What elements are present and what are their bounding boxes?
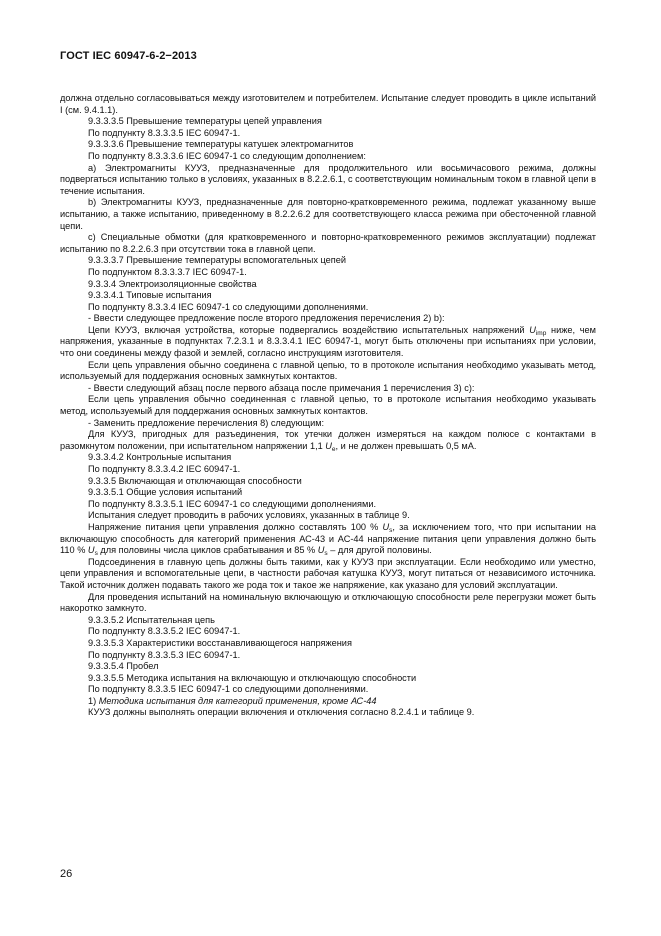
paragraph: По подпунктом 8.3.3.3.7 IEC 60947-1. <box>88 266 247 277</box>
list-item: b) Электромагниты КУУЗ, предназначенные для повторно-кратковременного режима, подлежат указанному выше испытанию, а также испытанию, приведенному в 8.2.2.6.2 для соответствующего класса режима при обесточенной главной цепи. <box>60 197 596 231</box>
voltage-subscript: e <box>331 445 336 453</box>
section-heading: 9.3.3.3.6 Превышение температуры катушек электромагнитов <box>88 139 354 150</box>
section-heading: 9.3.3.5.1 Общие условия испытаний <box>88 487 243 498</box>
amendment-instruction: - Ввести следующее предложение после второго предложения перечисления 2) b): <box>88 313 445 324</box>
paragraph: Для проведения испытаний на номинальную включающую и отключающую способности реле перегрузки может быть накоротко замкнуто. <box>60 591 596 614</box>
voltage-symbol: U <box>317 545 325 556</box>
paragraph: По подпункту 8.3.3.4 IEC 60947-1 со следующими дополнениями. <box>88 301 369 312</box>
section-heading: 9.3.3.4.1 Типовые испытания <box>88 290 212 301</box>
voltage-subscript: s <box>94 550 98 558</box>
paragraph: По подпункту 8.3.3.5.1 IEC 60947-1 со следующими дополнениями. <box>88 498 377 509</box>
paragraph: По подпункту 8.3.3.3.5 IEC 60947-1. <box>88 127 241 138</box>
paragraph: Если цепь управления обычно соединенная с главной цепью, то в протоколе испытания необходимо указывать метод, используемый для поддержания основных замкнутых контактов. <box>60 394 596 417</box>
voltage-subscript: s <box>324 550 328 558</box>
section-heading: 9.3.3.4.2 Контрольные испытания <box>88 452 232 463</box>
paragraph: По подпункту 8.3.3.5.3 IEC 60947-1. <box>88 649 241 660</box>
list-item: a) Электромагниты КУУЗ, предназначенные для продолжительного или восьмичасового режима, должны подвергаться испытанию только в условиях, указанных в 8.2.2.6.1, с соответствующим номинальным током в главной цепи в течение испытания. <box>60 162 596 196</box>
amendment-instruction: - Заменить предложение перечисления 8) следующим: <box>88 417 325 428</box>
section-heading: 9.3.3.3.7 Превышение температуры вспомогательных цепей <box>88 255 346 266</box>
list-item: 1) Методика испытания для категорий применения, кроме АС-44 <box>88 695 377 706</box>
paragraph: Напряжение питания цепи управления должно составлять 100 % $U_s$, за исключением того, что при испытании на включающую способность для категорий применения АС-43 и АС-44 напряжение питания цепи управления должно быть 110 % $U_s$ для половины числа циклов срабатывания и 85 % $U_s$ – для другой половины. <box>60 521 596 558</box>
paragraph: Для КУУЗ, пригодных для разъединения, ток утечки должен измеряться на каждом полюсе с контактами в разомкнутом положении, при испытательном напряжении 1,1 $U_e$, и не должен превышать 0,5 мА. <box>60 429 596 453</box>
paragraph: Цепи КУУЗ, включая устройства, которые подвергались воздействию испытательных напряжений $U_{imp}$ ниже, чем напряжения, указанные в подпунктах 7.2.3.1 и 8.3.3.4.1 IEC 60947-1, могут быть отключены при испытаниях при условии, что они соединены между фазой и землей, согласно инструкциям изготовителя. <box>60 324 596 359</box>
paragraph: По подпункту 8.3.3.3.6 IEC 60947-1 со следующим дополнением: <box>88 150 366 161</box>
paragraph: По подпункту 8.3.3.5.2 IEC 60947-1. <box>88 626 241 637</box>
section-heading: 9.3.3.5 Включающая и отключающая способности <box>88 475 302 486</box>
voltage-symbol: U <box>87 545 95 556</box>
amendment-instruction: - Ввести следующий абзац после первого абзаца после примечания 1 перечисления 3) с): <box>88 382 475 393</box>
section-heading: 9.3.3.5.5 Методика испытания на включающую и отключающую способности <box>88 672 417 683</box>
section-heading: 9.3.3.5.4 Пробел <box>88 661 159 672</box>
paragraph: По подпункту 8.3.3.4.2 IEC 60947-1. <box>88 464 241 474</box>
section-heading: 9.3.3.5.3 Характеристики восстанавливающегося напряжения <box>88 637 352 648</box>
section-heading: 9.3.3.3.5 Превышение температуры цепей управления <box>88 116 322 127</box>
paragraph: Если цепь управления обычно соединена с главной цепью, то в протоколе испытания необходимо указывать метод, используемый для поддержания основных замкнутых контактов. <box>60 359 596 382</box>
paragraph: По подпункту 8.3.3.5 IEC 60947-1 со следующими дополнениями. <box>88 684 369 695</box>
document-header: ГОСТ IEC 60947-6-2−2013 <box>60 50 197 62</box>
voltage-symbol: U <box>529 324 536 335</box>
section-heading: 9.3.3.4 Электроизоляционные свойства <box>88 278 257 289</box>
page-number: 26 <box>60 868 73 880</box>
paragraph: КУУЗ должны выполнять операции включения и отключения согласно 8.2.4.1 и таблице 9. <box>88 707 475 718</box>
voltage-subscript: s <box>389 526 393 534</box>
voltage-subscript: imp <box>535 329 547 337</box>
list-item: c) Специальные обмотки (для кратковременного и повторно-кратковременного режимов эксплуатации) подлежат испытанию по 8.2.2.6.3 при отсутствии тока в главной цепи. <box>60 232 596 254</box>
section-heading: 9.3.3.5.2 Испытательная цепь <box>88 614 215 625</box>
document-body <box>60 93 596 719</box>
italic-subheading: Методика испытания для категорий применения, кроме АС-44 <box>98 695 377 706</box>
voltage-symbol: U <box>382 521 390 532</box>
paragraph: Подсоединения в главную цепь должны быть такими, как у КУУЗ при эксплуатации. Если необходимо или уместно, цепи управления и вспомогательные цепи, в частности рабочая катушка КУУЗ, могут питаться от независимого источника. Такой источник должен подавать такого же рода ток и такое же напряжение, как указано для условий эксплуатации. <box>60 556 596 590</box>
paragraph: Испытания следует проводить в рабочих условиях, указанных в таблице 9. <box>88 510 410 521</box>
paragraph: должна отдельно согласовываться между изготовителем и потребителем. Испытание следует проводить в цикле испытаний I (см. 9.4.1.1). <box>60 93 596 115</box>
voltage-symbol: U <box>325 440 332 451</box>
